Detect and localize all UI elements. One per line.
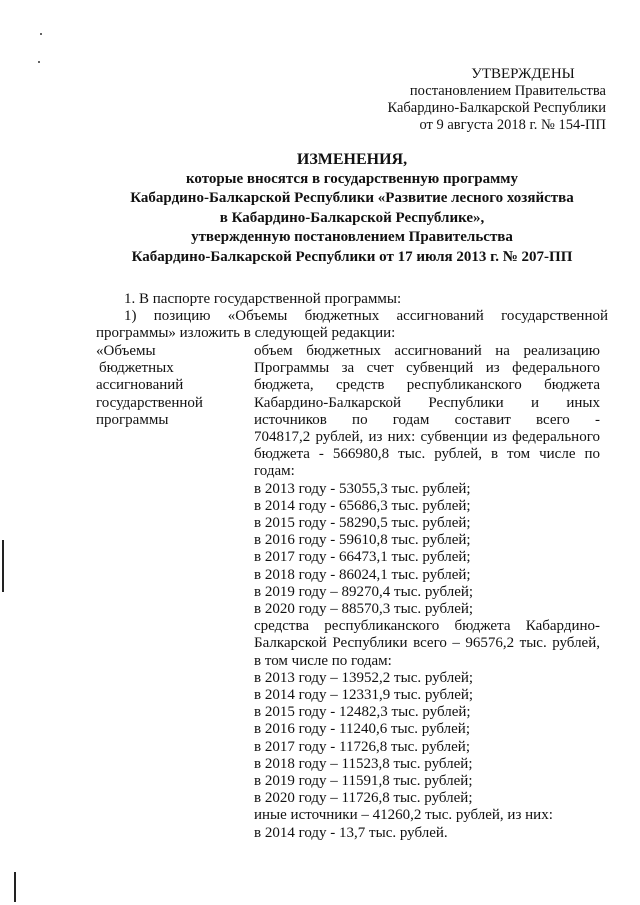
content-line: объем бюджетных ассигнований на реализацию bbox=[254, 343, 600, 359]
scan-margin-mark bbox=[2, 540, 4, 592]
republic-year-line: в 2015 году - 12482,3 тыс. рублей; bbox=[254, 704, 471, 721]
content-line: Кабардино-Балкарской Республики и иных bbox=[254, 394, 600, 411]
republic-year-line: в 2014 году – 12331,9 тыс. рублей; bbox=[254, 687, 474, 704]
heading-title: ИЗМЕНЕНИЯ, bbox=[296, 151, 408, 168]
federal-year-line: в 2015 году - 58290,5 тыс. рублей; bbox=[254, 515, 471, 532]
content-line: бюджета - 566980,8 тыс. рублей, в том числе по bbox=[254, 446, 600, 463]
republic-year-line: в 2017 году - 11726,8 тыс. рублей; bbox=[254, 738, 470, 755]
intro-section bbox=[96, 291, 608, 343]
sub-item-1-line: 1) позицию «Объемы бюджетных ассигнований государственной bbox=[124, 308, 608, 325]
document-heading bbox=[96, 150, 608, 267]
content-line: Программы за счет субвенций из федерального bbox=[254, 360, 600, 377]
content-line: иные источники – 41260,2 тыс. рублей, из них: bbox=[254, 807, 553, 824]
federal-year-line: в 2017 году - 66473,1 тыс. рублей; bbox=[254, 549, 471, 566]
republic-year-line: в 2018 году – 11523,8 тыс. рублей; bbox=[254, 755, 473, 772]
content-line: источников по годам составит всего - bbox=[254, 411, 600, 428]
republic-year-line: в 2019 году – 11591,8 тыс. рублей; bbox=[254, 773, 473, 790]
federal-year-line: в 2014 году - 65686,3 тыс. рублей; bbox=[254, 497, 471, 514]
heading-line: Кабардино-Балкарской Республики «Развитие лесного хозяйства bbox=[130, 190, 574, 206]
label-line: государственной bbox=[96, 394, 203, 411]
approval-line: постановлением Правительства bbox=[409, 83, 606, 99]
content-line: бюджета, средств республиканского бюджета bbox=[254, 377, 600, 394]
federal-year-line: в 2019 году – 89270,4 тыс. рублей; bbox=[254, 583, 474, 600]
scan-dot bbox=[38, 61, 40, 63]
approval-title: УТВЕРЖДЕНЫ bbox=[471, 66, 575, 82]
federal-year-line: в 2013 году - 53055,3 тыс. рублей; bbox=[254, 480, 471, 497]
heading-line: Кабардино-Балкарской Республики от 17 июля 2013 г. № 207-ПП bbox=[131, 248, 573, 265]
republic-year-line: в 2016 году - 11240,6 тыс. рублей; bbox=[254, 721, 470, 738]
federal-year-line: в 2018 году - 86024,1 тыс. рублей; bbox=[254, 566, 471, 583]
label-line: ассигнований bbox=[96, 377, 184, 394]
content-line: в том числе по годам: bbox=[254, 652, 392, 669]
label-line: бюджетных bbox=[99, 360, 174, 377]
federal-year-line: в 2020 году – 88570,3 тыс. рублей; bbox=[254, 601, 474, 618]
federal-year-line: в 2016 году - 59610,8 тыс. рублей; bbox=[254, 532, 471, 549]
sub-item-1-line: программы» изложить в следующей редакции: bbox=[96, 325, 396, 342]
position-content bbox=[254, 343, 600, 842]
heading-line: в Кабардино-Балкарской Республике», bbox=[219, 209, 485, 226]
content-line: средства республиканского бюджета Кабардино- bbox=[254, 618, 600, 635]
position-label bbox=[96, 343, 246, 429]
republic-year-line: в 2013 году – 13952,2 тыс. рублей; bbox=[254, 669, 474, 686]
approval-line: Кабардино-Балкарской Республики bbox=[387, 100, 606, 116]
heading-line: которые вносятся в государственную программу bbox=[185, 170, 519, 187]
content-line: годам: bbox=[254, 463, 295, 480]
republic-year-line: в 2020 году – 11726,8 тыс. рублей; bbox=[254, 790, 473, 807]
content-line: в 2014 году - 13,7 тыс. рублей. bbox=[254, 824, 448, 841]
approval-line: от 9 августа 2018 г. № 154-ПП bbox=[419, 117, 606, 133]
scan-margin-mark bbox=[14, 872, 16, 902]
content-line: 704817,2 рублей, из них: субвенции из федерального bbox=[254, 429, 600, 446]
scan-dot bbox=[40, 33, 42, 35]
heading-line: утвержденную постановлением Правительства bbox=[191, 229, 513, 245]
label-line: «Объемы bbox=[96, 343, 156, 359]
label-line: программы bbox=[96, 411, 169, 428]
approval-block bbox=[366, 66, 606, 134]
content-line: Балкарской Республики всего – 96576,2 тыс. рублей, bbox=[254, 635, 600, 652]
item-1: 1. В паспорте государственной программы: bbox=[124, 291, 402, 307]
